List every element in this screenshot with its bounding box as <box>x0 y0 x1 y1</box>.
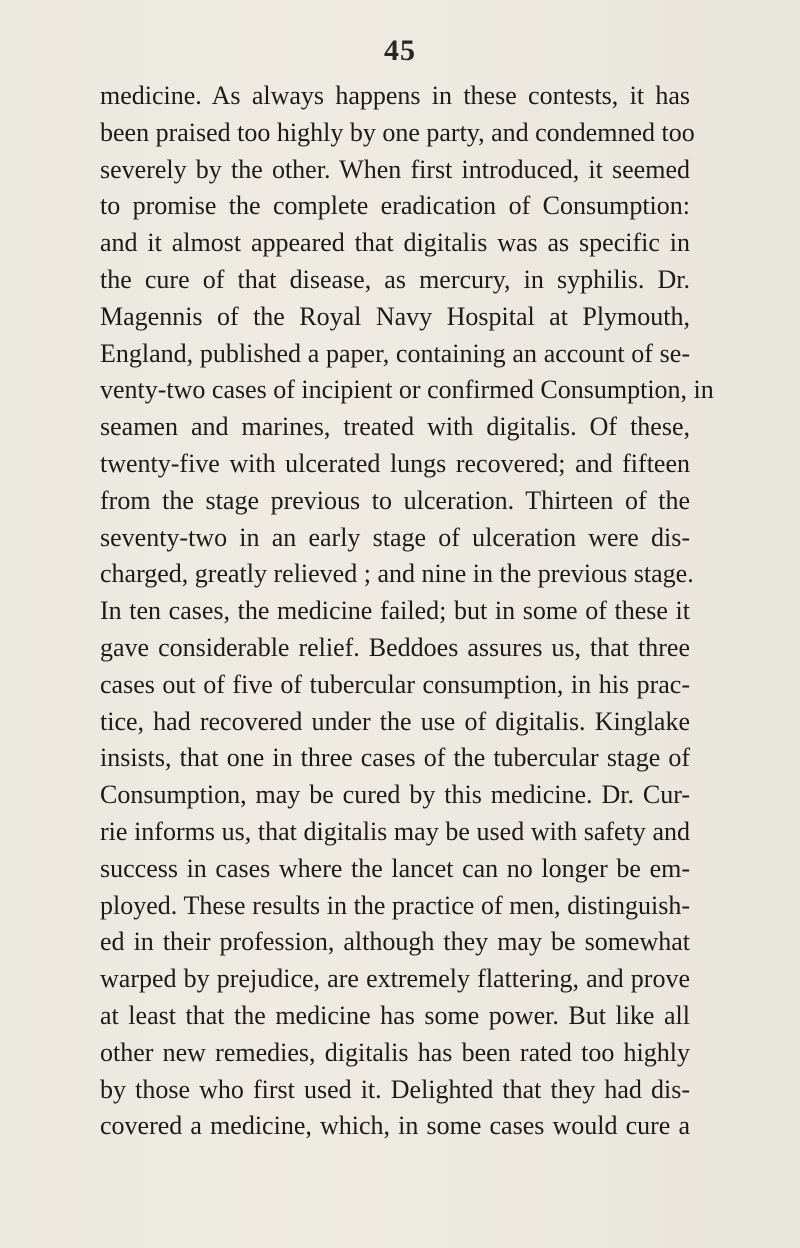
text-line: seamen and marines, treated with digitalis. Of these, <box>100 412 690 442</box>
text-line: warped by prejudice, are extremely flattering, and prove <box>100 964 690 994</box>
text-line: rie informs us, that digitalis may be used with safety and <box>100 816 690 846</box>
text-line: other new remedies, digitalis has been rated too highly <box>100 1037 690 1067</box>
text-line: and it almost appeared that digitalis was as specific in <box>100 228 690 258</box>
text-line: at least that the medicine has some power. But like all <box>100 1000 690 1030</box>
text-line: Consumption, may be cured by this medicine. Dr. Cur- <box>100 780 690 810</box>
text-line: cases out of five of tubercular consumption, in his prac- <box>100 669 690 699</box>
text-line: charged, greatly relieved ; and nine in the previous stage. <box>100 559 694 589</box>
text-line: ployed. These results in the practice of men, distinguish- <box>100 890 690 920</box>
text-line: covered a medicine, which, in some cases would cure a <box>100 1111 690 1141</box>
text-line: venty-two cases of incipient or confirmed Consumption, in <box>100 375 714 405</box>
text-line: England, published a paper, containing an account of se- <box>100 338 690 368</box>
text-line: Magennis of the Royal Navy Hospital at Plymouth, <box>100 301 690 331</box>
text-line: gave considerable relief. Beddoes assures us, that three <box>100 632 690 662</box>
text-line: success in cases where the lancet can no longer be em- <box>100 853 690 883</box>
text-line: seventy-two in an early stage of ulceration were dis- <box>100 522 690 552</box>
text-line: In ten cases, the medicine failed; but in some of these it <box>100 596 690 626</box>
text-line: tice, had recovered under the use of digitalis. Kinglake <box>100 706 690 736</box>
text-line: to promise the complete eradication of Consumption: <box>100 191 690 221</box>
body-text <box>100 78 714 1145</box>
text-line: ed in their profession, although they may be somewhat <box>100 927 690 957</box>
text-line: medicine. As always happens in these contests, it has <box>100 81 690 110</box>
page-number: 45 <box>384 34 416 67</box>
text-line: twenty-five with ulcerated lungs recovered; and fifteen <box>100 448 690 478</box>
text-line: insists, that one in three cases of the tubercular stage of <box>100 743 690 773</box>
text-line: from the stage previous to ulceration. Thirteen of the <box>100 485 690 515</box>
text-line: been praised too highly by one party, and condemned too <box>100 117 695 147</box>
text-line: by those who first used it. Delighted that they had dis- <box>100 1074 690 1104</box>
text-line: severely by the other. When first introduced, it seemed <box>100 154 690 184</box>
text-line: the cure of that disease, as mercury, in syphilis. Dr. <box>100 264 690 294</box>
